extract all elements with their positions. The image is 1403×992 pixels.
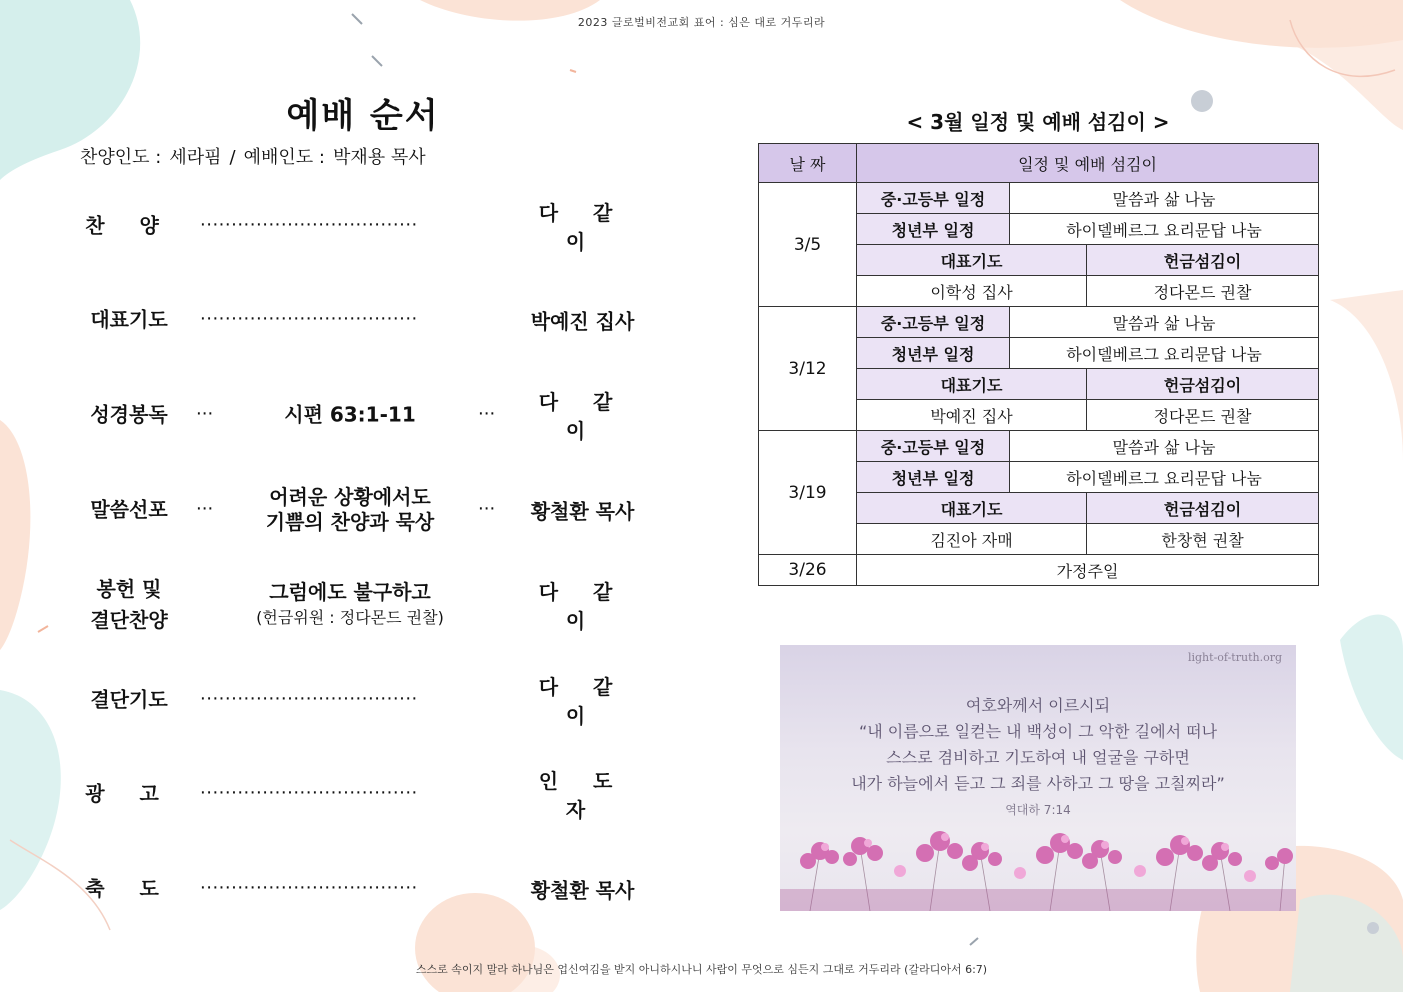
order-item-person: 인 도 자 xyxy=(538,769,627,822)
table-row xyxy=(759,431,1319,462)
sermon-title-line1: 어려운 상황에서도 xyxy=(269,485,431,509)
offering-song-title: 그럼에도 불구하고 xyxy=(269,580,431,604)
sermon-title xyxy=(220,485,480,535)
schedule-table xyxy=(758,143,1319,586)
offering-person: 정다몬드 권찰 xyxy=(1087,276,1319,307)
order-item-name: 결단기도 xyxy=(90,687,168,712)
order-item-person: 다 같 이 xyxy=(538,580,627,633)
prayer-person: 김진아 자매 xyxy=(857,524,1087,555)
youth-label: 중·고등부 일정 xyxy=(857,183,1010,214)
order-item-closing-prayer xyxy=(70,665,670,735)
footer-verse: 스스로 속이지 말라 하나님은 업신여김을 받지 아니하시나니 사람이 무엇으로 심든지 그대로 거두리라 (갈라디아서 6:7) xyxy=(415,963,988,976)
week-date: 3/26 xyxy=(759,555,857,586)
young-adult-label: 청년부 일정 xyxy=(857,214,1010,245)
leader-dots: ··································· xyxy=(200,214,418,236)
order-item-person: 황철환 목사 xyxy=(530,878,635,903)
prayer-label: 대표기도 xyxy=(857,369,1087,400)
table-header-row xyxy=(759,144,1319,183)
order-item-name: 축 도 xyxy=(85,876,173,901)
verse-line: 스스로 겸비하고 기도하여 내 얼굴을 구하면 xyxy=(886,748,1190,767)
offering-label: 헌금섬김이 xyxy=(1087,493,1319,524)
order-item-benediction xyxy=(70,854,670,924)
young-adult-label: 청년부 일정 xyxy=(857,338,1010,369)
leader-dots: ··································· xyxy=(200,877,418,899)
week-date: 3/5 xyxy=(759,183,857,307)
column-header-date: 날 짜 xyxy=(759,144,857,183)
order-item-announcements xyxy=(70,759,670,829)
order-item-name: 말씀선포 xyxy=(90,497,168,522)
worship-order-title: 예배 순서 xyxy=(286,96,440,136)
order-item-person: 다 같 이 xyxy=(538,201,627,254)
order-item-name xyxy=(70,574,188,636)
family-sunday-note: 가정주일 xyxy=(857,555,1319,586)
sermon-title-line2: 기쁨의 찬양과 묵상 xyxy=(265,510,435,534)
prayer-label: 대표기도 xyxy=(857,245,1087,276)
offering-person: 정다몬드 권찰 xyxy=(1087,400,1319,431)
young-adult-schedule: 하이델베르그 요리문답 나눔 xyxy=(1010,214,1319,245)
youth-schedule: 말씀과 삶 나눔 xyxy=(1010,431,1319,462)
prayer-person: 박예진 집사 xyxy=(857,400,1087,431)
verse-text xyxy=(780,693,1296,797)
leader-dots: ··································· xyxy=(200,782,418,804)
verse-source: light-of-truth.org xyxy=(1187,651,1282,664)
scripture-reference: 시편 63:1-11 xyxy=(284,402,416,427)
week-date: 3/12 xyxy=(759,307,857,431)
youth-label: 중·고등부 일정 xyxy=(857,431,1010,462)
order-item-scripture xyxy=(70,380,670,450)
order-item-name: 대표기도 xyxy=(90,307,168,332)
order-item-person: 다 같 이 xyxy=(538,390,627,443)
youth-schedule: 말씀과 삶 나눔 xyxy=(1010,307,1319,338)
leader-separator: / xyxy=(229,147,236,168)
verse-reference: 역대하 7:14 xyxy=(1005,803,1071,817)
offering-person: 한창현 권찰 xyxy=(1087,524,1319,555)
young-adult-schedule: 하이델베르그 요리문답 나눔 xyxy=(1010,338,1319,369)
youth-label: 중·고등부 일정 xyxy=(857,307,1010,338)
table-row xyxy=(759,183,1319,214)
column-header-content: 일정 및 예배 섬김이 xyxy=(857,144,1319,183)
leader-dots: ··· xyxy=(478,498,496,520)
offering-committee: (헌금위원 : 정다몬드 권찰) xyxy=(256,608,444,627)
youth-schedule: 말씀과 삶 나눔 xyxy=(1010,183,1319,214)
leader-dots: ··· xyxy=(196,403,214,425)
schedule-title: < 3월 일정 및 예배 섬김이 > xyxy=(906,110,1170,134)
verse-card-image xyxy=(780,645,1296,911)
order-item-name: 광 고 xyxy=(85,781,173,806)
order-item-name-line2: 결단찬양 xyxy=(90,608,168,632)
order-item-name: 찬 양 xyxy=(85,213,173,238)
order-item-person: 박예진 집사 xyxy=(530,309,635,334)
leader-dots: ··································· xyxy=(200,308,418,330)
offering-song xyxy=(220,580,480,630)
offering-label: 헌금섬김이 xyxy=(1087,369,1319,400)
table-row xyxy=(759,555,1319,586)
order-item-sermon xyxy=(70,475,670,545)
flowers-illustration xyxy=(780,821,1296,911)
young-adult-schedule: 하이델베르그 요리문답 나눔 xyxy=(1010,462,1319,493)
leader-dots: ··································· xyxy=(200,688,418,710)
order-item-praise xyxy=(70,191,670,261)
offering-label: 헌금섬김이 xyxy=(1087,245,1319,276)
leaders-line xyxy=(80,143,434,169)
order-item-offering xyxy=(70,570,670,640)
order-item-person: 황철환 목사 xyxy=(530,499,635,524)
praise-leader-label: 찬양인도 : xyxy=(80,147,162,168)
verse-line: 여호와께서 이르시되 xyxy=(965,696,1111,715)
order-item-prayer xyxy=(70,285,670,355)
order-item-name-line1: 봉헌 및 xyxy=(96,577,162,601)
service-leader-label: 예배인도 : xyxy=(243,147,325,168)
service-leader: 박재용 목사 xyxy=(332,147,426,168)
week-date: 3/19 xyxy=(759,431,857,555)
leader-dots: ··· xyxy=(478,403,496,425)
order-item-name: 성경봉독 xyxy=(90,402,168,427)
praise-leader: 세라핌 xyxy=(169,147,222,168)
prayer-label: 대표기도 xyxy=(857,493,1087,524)
prayer-person: 이학성 집사 xyxy=(857,276,1087,307)
verse-line: “내 이름으로 일컫는 내 백성이 그 악한 길에서 떠나 xyxy=(858,722,1218,741)
order-item-person: 다 같 이 xyxy=(538,675,627,728)
church-motto: 2023 글로벌비전교회 표어 : 심은 대로 거두리라 xyxy=(577,16,826,29)
leader-dots: ··· xyxy=(196,498,214,520)
table-row xyxy=(759,307,1319,338)
verse-line: 내가 하늘에서 듣고 그 죄를 사하고 그 땅을 고칠찌라” xyxy=(851,774,1225,793)
young-adult-label: 청년부 일정 xyxy=(857,462,1010,493)
